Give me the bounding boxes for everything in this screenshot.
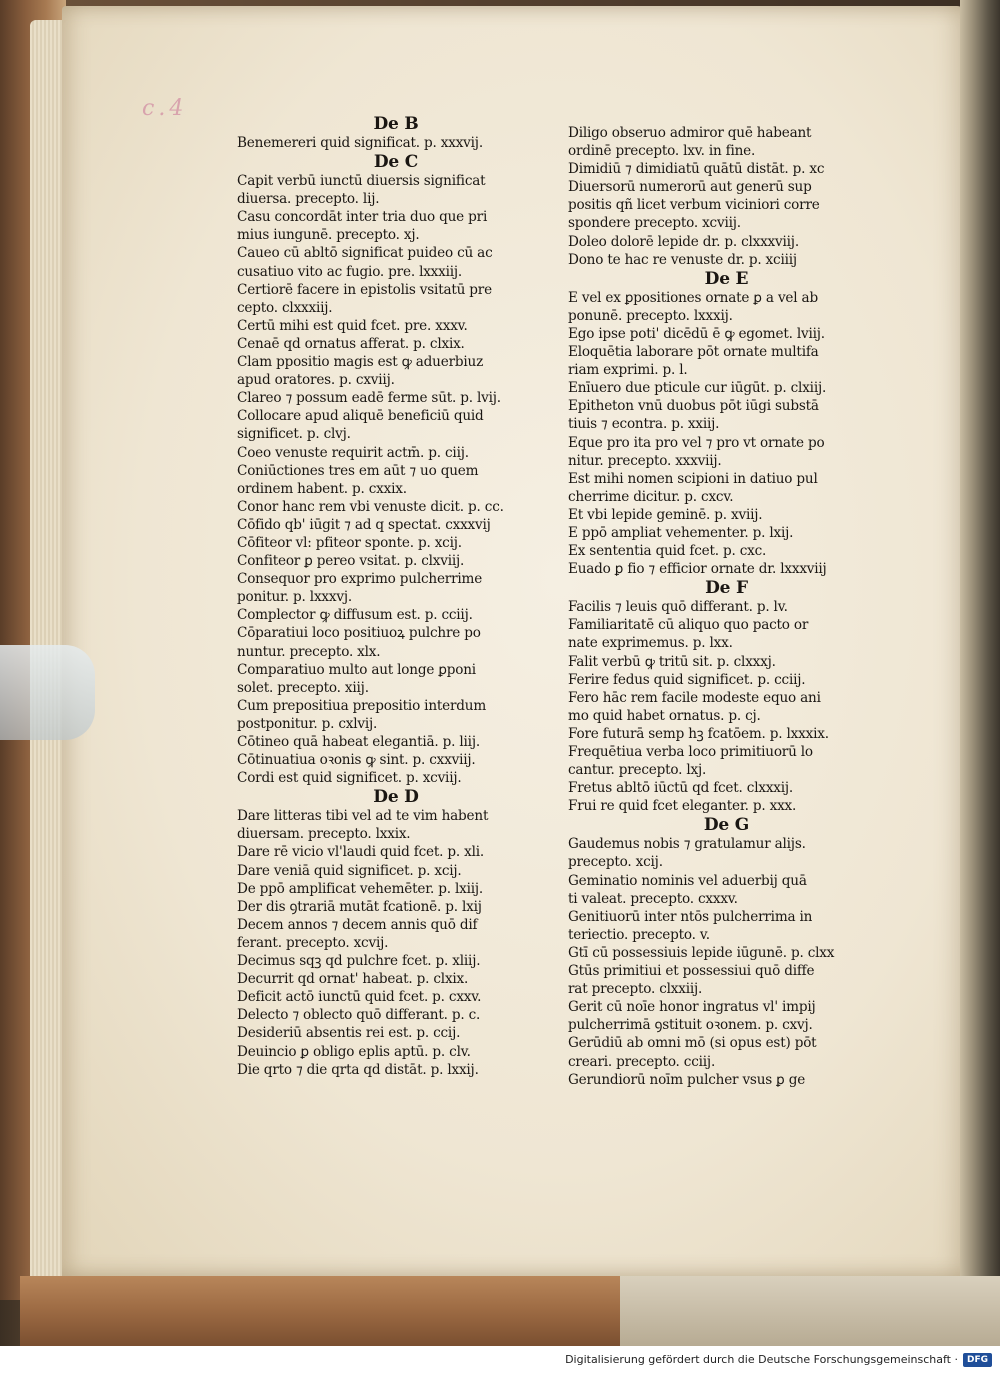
text-line: Cōfido qb' iūgit ⁊ ad q spectat. cxxxvij bbox=[237, 516, 491, 533]
text-line: Complector ꝙ diffusum est. p. cciij. bbox=[237, 607, 473, 624]
section-heading: De C bbox=[373, 152, 419, 173]
text-line: mo quid habet ornatus. p. cj. bbox=[568, 707, 761, 724]
text-line: cusatiuo vito ac fugio. pre. lxxxiij. bbox=[237, 263, 463, 280]
text-line: nuntur. precepto. xlx. bbox=[237, 643, 381, 660]
text-line: Fero hāc rem facile modeste equo ani bbox=[568, 689, 821, 706]
text-line: E ppō ampliat vehementer. p. lxij. bbox=[568, 524, 794, 541]
text-line: Dare veniā quid significet. p. xcij. bbox=[237, 862, 462, 879]
text-line: Gerit cū noīe honor ingratus vl' impij bbox=[568, 999, 816, 1016]
text-line: Desideriū absentis rei est. p. ccij. bbox=[237, 1025, 461, 1042]
text-line: Dono te hac re venuste dr. p. xciiij bbox=[568, 251, 797, 268]
funding-notice: Digitalisierung gefördert durch die Deutsche Forschungsgemeinschaft · bbox=[565, 1353, 958, 1366]
text-line: Coeo venuste requirit actm̄. p. ciij. bbox=[237, 444, 469, 461]
page-clip bbox=[0, 645, 95, 740]
dfg-logo-icon: DFG bbox=[963, 1353, 992, 1367]
text-line: Casu concordāt inter tria duo que pri bbox=[237, 209, 488, 226]
text-line: Decem annos ⁊ decem annis quō dif bbox=[237, 916, 478, 933]
left-text-column bbox=[237, 114, 555, 1079]
text-line: Dare litteras tibi vel ad te vim habent bbox=[237, 808, 489, 825]
text-line: Gaudemus nobis ⁊ gratulamur alijs. bbox=[568, 836, 806, 853]
text-line: Enīuero due pticule cur iūgūt. p. clxiij. bbox=[568, 380, 827, 397]
text-line: Eque pro ita pro vel ⁊ pro vt ornate po bbox=[568, 434, 825, 451]
text-line: Gerūdiū ab omni mō (si opus est) pōt bbox=[568, 1035, 817, 1052]
text-line: diuersam. precepto. lxxix. bbox=[237, 826, 411, 843]
text-line: postponitur. p. cxlvij. bbox=[237, 715, 378, 732]
text-line: Delecto ⁊ oblecto quō differant. p. c. bbox=[237, 1007, 481, 1024]
text-line: Gtūs primitiui et possessiui quō diffe bbox=[568, 963, 815, 980]
text-line: Cōtineo quā habeat elegantiā. p. liij. bbox=[237, 734, 480, 750]
text-line: Benemereri quid significat. p. xxxvij. bbox=[237, 135, 483, 151]
text-line: Certiorē facere in epistolis vsitatū pre bbox=[237, 281, 492, 298]
text-line: Gtī cū possessiuis lepide iūgunē. p. clxx bbox=[568, 944, 835, 961]
text-line: ferant. precepto. xcvij. bbox=[237, 934, 389, 951]
text-line: ti valeat. precepto. cxxxv. bbox=[568, 890, 738, 907]
text-line: E vel ex ꝑpositiones ornate ꝑ a vel ab bbox=[568, 289, 818, 306]
text-line: Decurrit qd ornat' habeat. p. clxix. bbox=[237, 971, 469, 988]
text-line: Cenaē qd ornatus afferat. p. clxix. bbox=[237, 335, 465, 352]
text-line: significet. p. clvj. bbox=[237, 426, 351, 443]
text-line: Comparatiuo multo aut longe ꝑponi bbox=[237, 661, 476, 678]
text-line: Conor hanc rem vbi venuste dicit. p. cc. bbox=[237, 498, 504, 515]
text-line: Familiaritatē cū aliquo quo pacto or bbox=[568, 617, 809, 634]
text-line: riam exprimi. p. l. bbox=[568, 362, 688, 379]
text-line: solet. precepto. xiij. bbox=[237, 679, 369, 696]
text-line: Fore futurā semp hꝫ fcatōem. p. lxxxix. bbox=[568, 725, 829, 742]
text-line: Deuincio ꝑ obligo eplis aptū. p. clv. bbox=[237, 1043, 471, 1060]
book-spine-right bbox=[960, 0, 1000, 1300]
text-line: tiuis ⁊ econtra. p. xxiij. bbox=[568, 416, 720, 433]
text-line: diuersa. precepto. lij. bbox=[237, 191, 380, 208]
text-line: Frui re quid fcet eleganter. p. xxx. bbox=[568, 798, 797, 815]
right-text-column bbox=[568, 124, 885, 1089]
text-line: teriectio. precepto. v. bbox=[568, 926, 710, 943]
text-line: Cōfiteor vl: pfiteor sponte. p. xcij. bbox=[237, 534, 462, 551]
text-line: Facilis ⁊ leuis quō differant. p. lv. bbox=[568, 599, 788, 616]
text-line: Ex sententia quid fcet. p. cxc. bbox=[568, 543, 767, 560]
text-line: ordinē precepto. lxv. in fine. bbox=[568, 143, 756, 160]
text-line: Collocare apud aliquē beneficiū quid bbox=[237, 408, 484, 425]
text-line: Cōtinuatiua oꝛonis ꝙ sint. p. cxxviij. bbox=[237, 752, 476, 769]
book-board-bottom bbox=[20, 1276, 1000, 1346]
text-line: Capit verbū iunctū diuersis significat bbox=[237, 173, 486, 190]
text-line: precepto. xcij. bbox=[568, 854, 663, 871]
text-line: Cōparatiui loco positiuoꝝ pulchre po bbox=[237, 625, 481, 642]
text-line: Falit verbū ꝙ tritū sit. p. clxxxj. bbox=[568, 653, 776, 670]
section-heading: De B bbox=[373, 114, 419, 134]
footer-bar bbox=[0, 1346, 1000, 1373]
text-line: Consequor pro exprimo pulcherrime bbox=[237, 571, 483, 588]
section-heading: De D bbox=[373, 787, 419, 808]
text-line: positis qñ licet verbum viciniori corre bbox=[568, 197, 820, 214]
text-line: Clareo ⁊ possum eadē ferme sūt. p. lvij. bbox=[237, 390, 501, 407]
text-line: apud oratores. p. cxviij. bbox=[237, 372, 395, 389]
text-line: cherrime dicitur. p. cxcv. bbox=[568, 488, 734, 505]
text-line: De ppō amplificat vehemēter. p. lxiij. bbox=[237, 880, 484, 897]
text-line: Ferire fedus quid significet. p. cciij. bbox=[568, 671, 806, 688]
text-line: Diuersorū numerorū aut generū sup bbox=[568, 179, 812, 196]
text-line: Diligo obseruo admiror quē habeant bbox=[568, 125, 812, 141]
text-line: Decimus sqꝫ qd pulchre fcet. p. xliij. bbox=[237, 953, 481, 970]
text-line: Certū mihi est quid fcet. pre. xxxv. bbox=[237, 317, 468, 334]
text-line: Coniūctiones tres em aūt ⁊ uo quem bbox=[237, 462, 479, 479]
text-line: Deficit actō iunctū quid fcet. p. cxxv. bbox=[237, 989, 482, 1006]
text-line: Ego ipse poti' dicēdū ē ꝙ egomet. lviij. bbox=[568, 325, 825, 342]
text-line: Est mihi nomen scipioni in datiuo pul bbox=[568, 470, 818, 487]
text-line: Cordi est quid significet. p. xcviij. bbox=[237, 770, 462, 787]
section-heading: De G bbox=[703, 815, 750, 836]
text-line: spondere precepto. xcviij. bbox=[568, 215, 741, 232]
text-line: Frequētiua verba loco primitiuorū lo bbox=[568, 744, 813, 760]
text-line: Dimidiū ⁊ dimidiatū quātū distāt. p. xc bbox=[568, 161, 825, 178]
text-line: cepto. clxxxiij. bbox=[237, 299, 333, 316]
text-line: Epitheton vnū duobus pōt iūgi substā bbox=[568, 398, 819, 415]
text-line: Dare rē vicio vl'laudi quid fcet. p. xli. bbox=[237, 844, 485, 861]
text-line: pulcherrimā ꝯstituit oꝛonem. p. cxvj. bbox=[568, 1017, 813, 1034]
text-line: Caueo cū abltō significat puideo cū ac bbox=[237, 245, 493, 262]
section-heading: De E bbox=[704, 268, 749, 289]
text-line: Geminatio nominis vel aduerbij quā bbox=[568, 872, 807, 889]
text-line: rat precepto. clxxiij. bbox=[568, 981, 703, 998]
text-line: Clam ppositio magis est ꝙ aduerbiuz bbox=[237, 354, 484, 371]
text-line: Confiteor ꝑ pereo vsitat. p. clxviij. bbox=[237, 553, 465, 570]
text-line: Euado ꝑ fio ⁊ efficior ornate dr. lxxxviij bbox=[568, 561, 827, 578]
text-line: cantur. precepto. lxj. bbox=[568, 762, 707, 779]
text-line: ponunē. precepto. lxxxij. bbox=[568, 307, 733, 324]
text-line: nitur. precepto. xxxviij. bbox=[568, 452, 722, 469]
text-line: Die qrto ⁊ die qrta qd distāt. p. lxxij. bbox=[237, 1061, 479, 1078]
text-line: Gerundiorū noīm pulcher vsus ꝑ ge bbox=[568, 1071, 806, 1088]
text-line: Genitiuorū inter ntōs pulcherrima in bbox=[568, 908, 813, 925]
text-line: creari. precepto. cciij. bbox=[568, 1053, 716, 1070]
section-heading: De F bbox=[705, 578, 748, 599]
text-line: Eloquētia laborare pōt ornate multifa bbox=[568, 344, 819, 361]
text-line: Et vbi lepide geminē. p. xviij. bbox=[568, 506, 763, 523]
pencil-mark: c.4 bbox=[142, 96, 188, 121]
text-line: Doleo dolorē lepide dr. p. clxxxviij. bbox=[568, 233, 799, 250]
text-line: Der dis ꝯtrariā mutāt fcationē. p. lxij bbox=[237, 898, 482, 915]
text-line: nate exprimemus. p. lxx. bbox=[568, 635, 733, 652]
text-line: Cum prepositiua prepositio interdum bbox=[237, 697, 487, 714]
text-line: ponitur. p. lxxxvj. bbox=[237, 589, 352, 606]
text-line: mius iungunē. precepto. xj. bbox=[237, 227, 420, 244]
text-line: ordinem habent. p. cxxix. bbox=[237, 480, 407, 497]
text-line: Fretus abltō iūctū qd fcet. clxxxij. bbox=[568, 780, 794, 797]
